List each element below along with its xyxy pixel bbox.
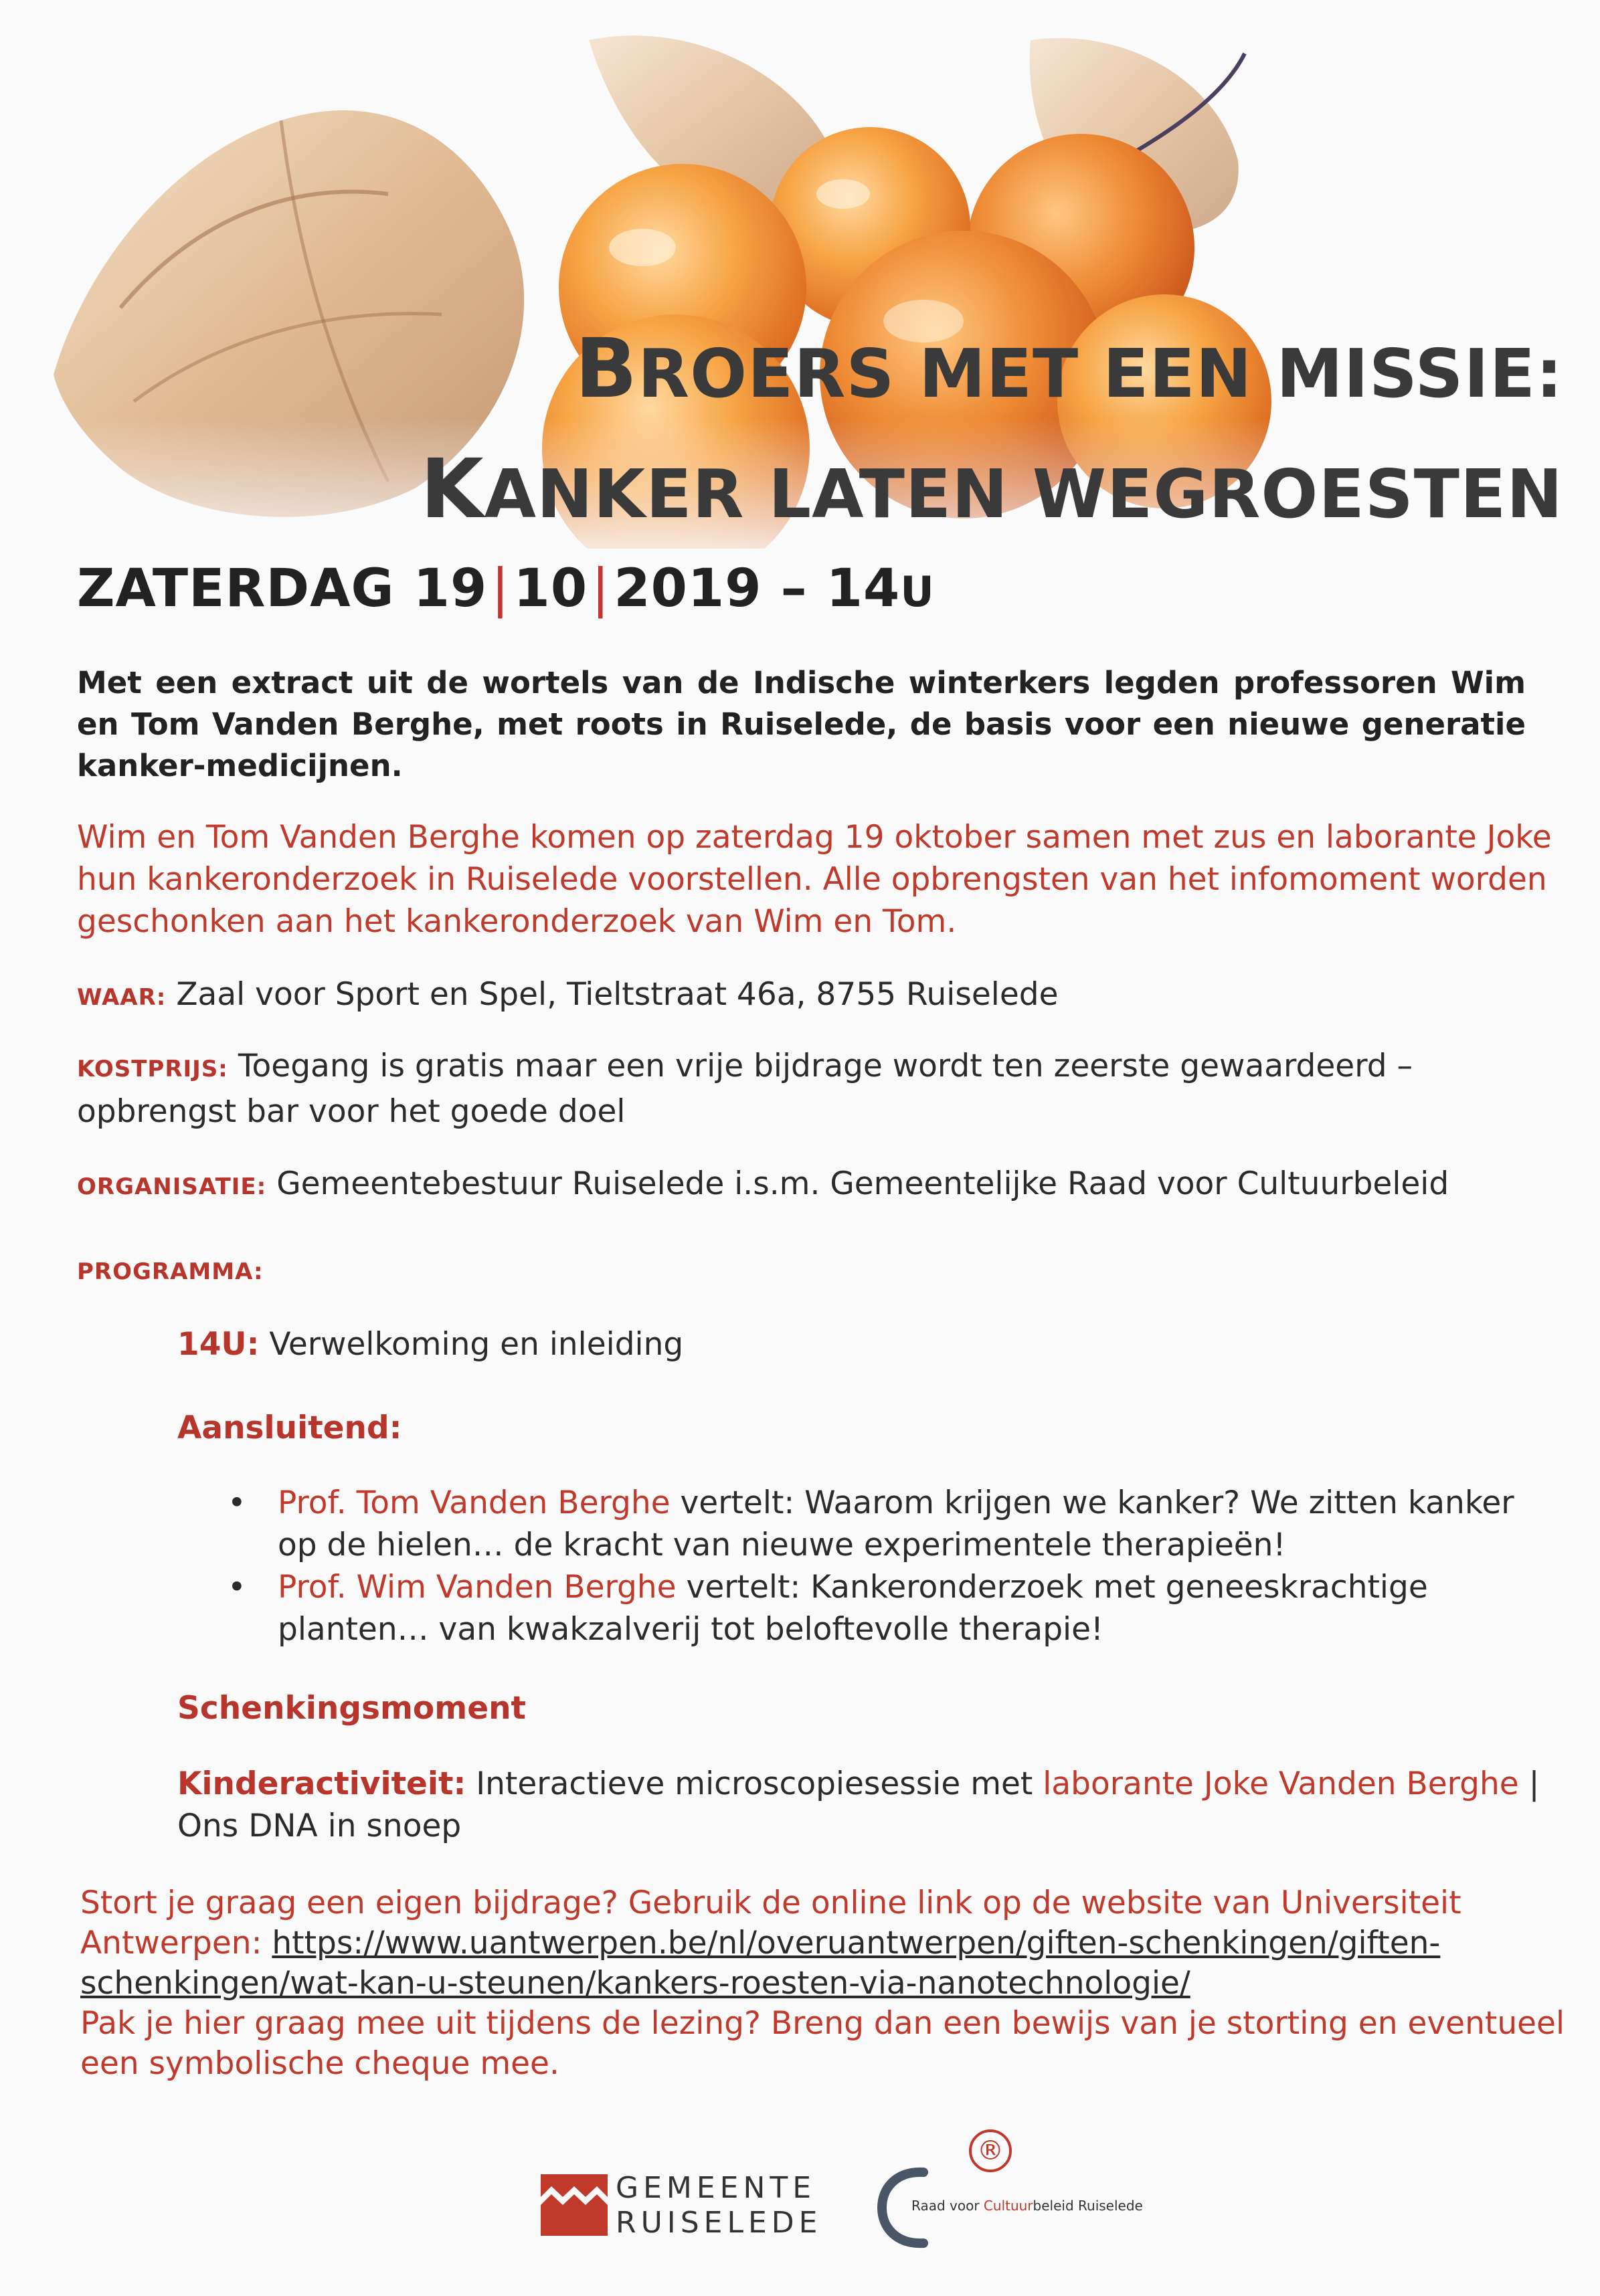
bullet-icon: • (228, 1569, 246, 1606)
speaker-item-tom: • Prof. Tom Vanden Berghe vertelt: Waarom krijgen we kanker? We zitten kanker op de hielen… de kracht van nieuwe experimentele therapieën! (224, 1482, 1549, 1566)
program-schenking: Schenkingsmoment (177, 1690, 526, 1727)
gemeente-logo-icon (541, 2174, 608, 2236)
lead-paragraph: Wim en Tom Vanden Berghe komen op zaterdag 19 oktober samen met zus en laborante Joke hun kankeronderzoek in Ruiselede voorstellen. Alle opbrengsten van het infomoment worden geschonken aan het kankeronderzoek van Wim en Tom. (77, 819, 1552, 940)
speaker-item-wim: • Prof. Wim Vanden Berghe vertelt: Kankeronderzoek met geneeskrachtige planten… van kwakzalverij tot beloftevolle therapie! (224, 1566, 1549, 1650)
gemeente-ruiselede-logo: GEMEENTE RUISELEDE (541, 2171, 849, 2238)
bullet-icon: • (228, 1485, 246, 1521)
event-title-line2: KANKER LATEN WEGROESTEN (420, 442, 1563, 537)
raad-caption: Raad voor Cultuurbeleid Ruiselede (911, 2198, 1143, 2214)
program-time-line: 14U: Verwelkoming en inleiding (177, 1326, 684, 1363)
donation-link[interactable]: https://www.uantwerpen.be/nl/overuantwerpen/giften-schenkingen/giften-schenkingen/wat-kan-u-steunen/kankers-roesten-via-nanotechnologie/ (80, 1925, 1441, 2002)
event-date: ZATERDAG 19|10|2019 – 14U (77, 559, 935, 619)
event-title-line1: BROERS MET EEN MISSIE: (575, 321, 1563, 416)
program-aansluitend: Aansluitend: (177, 1410, 402, 1446)
raad-cultuurbeleid-logo (877, 2127, 1211, 2255)
price-label: KOSTPRIJS: (77, 1056, 228, 1082)
location-label: WAAR: (77, 984, 167, 1011)
price-line: KOSTPRIJS: Toegang is gratis maar een vrije bijdrage wordt ten zeerste gewaardeerd – opbrengst bar voor het goede doel (77, 1048, 1413, 1130)
organisation-label: ORGANISATIE: (77, 1173, 267, 1200)
program-kinderactiviteit: Kinderactiviteit: Interactieve microscopiesessie met laborante Joke Vanden Berghe | Ons DNA in snoep (177, 1765, 1540, 1844)
program-heading: PROGRAMMA: (77, 1258, 264, 1285)
donation-paragraph: Stort je graag een eigen bijdrage? Gebruik de online link op de website van Universiteit Antwerpen: https://www.uantwerpen.be/nl/overuantwerpen/giften-schenkingen/giften-schenkingen/wat-kan-u-steunen/kankers-roesten-via-nanotechnologie/ Pak je hier graag mee uit tijdens de lezing? Breng dan een bewijs van je storting en eventueel een symbolische cheque mee. (80, 1885, 1565, 2082)
registered-mark: ® (967, 2127, 1014, 2174)
organisation-line: ORGANISATIE: Gemeentebestuur Ruiselede i.s.m. Gemeentelijke Raad voor Cultuurbeleid (77, 1165, 1449, 1202)
speaker-list (224, 1482, 1549, 1650)
intro-paragraph: Met een extract uit de wortels van de Indische winterkers legden professoren Wim en Tom Vanden Berghe, met roots in Ruiselede, de basis voor een nieuwe generatie kanker-medicijnen. (77, 665, 1526, 783)
location-line: WAAR: Zaal voor Sport en Spel, Tieltstraat 46a, 8755 Ruiselede (77, 976, 1059, 1013)
